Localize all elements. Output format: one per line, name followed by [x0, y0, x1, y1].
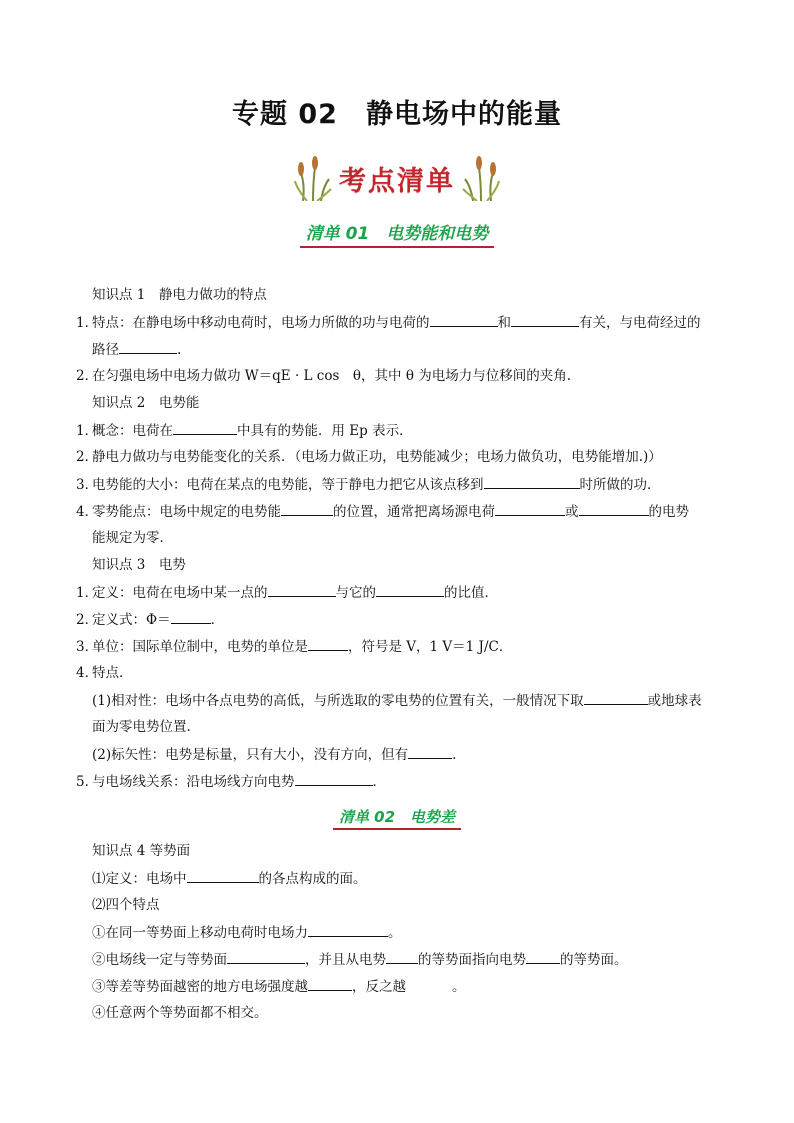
- fill-in-blank: [511, 312, 579, 327]
- list-item: [76, 582, 498, 603]
- list-number: 1．: [76, 423, 99, 439]
- fill-in-blank: [484, 474, 580, 489]
- text-segment: 的等势面指向电势: [418, 952, 526, 968]
- text-segment: 与电场线关系：沿电场线方向电势: [92, 774, 295, 790]
- fill-in-blank: [495, 501, 565, 516]
- text-segment: ①在同一等势面上移动电荷时电场力: [92, 925, 308, 941]
- text-segment: 。: [452, 979, 466, 995]
- cattail-right-icon: [461, 155, 501, 201]
- text-segment: 在匀强电场中电场力做功 W＝qE · L cos θ，其中 θ 为电场力与位移间的夹角.: [92, 368, 572, 384]
- text-segment: 或: [565, 504, 579, 520]
- text-segment: ，并且从电势: [305, 952, 386, 968]
- text-segment: 路径: [92, 342, 119, 358]
- list-item: [92, 922, 402, 943]
- text-segment: 电势能的大小：电荷在某点的电势能，等于静电力把它从该点移到: [92, 477, 484, 493]
- list-number: 2．: [76, 612, 99, 628]
- section-heading-1: 清单 01 电势能和电势: [0, 219, 794, 244]
- knowledge-heading: 知识点 4 等势面: [92, 843, 191, 859]
- fill-in-blank: [579, 501, 649, 516]
- sub-item: [92, 690, 702, 711]
- banner-title: 考点清单: [339, 165, 455, 197]
- fill-in-blank: [376, 582, 444, 597]
- fill-in-blank: [119, 339, 177, 354]
- fill-in-blank: [584, 690, 648, 705]
- list-item: [76, 636, 512, 657]
- text-segment: 的比值．: [444, 585, 498, 601]
- fill-in-blank: [227, 949, 305, 964]
- fill-in-blank: [430, 312, 498, 327]
- text-segment: 静电力做功与电势能变化的关系．（电场力做正功，电势能减少；电场力做负功，电势能增加.)）: [92, 449, 662, 465]
- text-segment: 定义式：Φ＝: [92, 612, 171, 628]
- fill-in-blank: [295, 771, 373, 786]
- banner: [0, 153, 794, 203]
- list-item-cont: 能规定为零．: [92, 530, 173, 546]
- text-segment: 的等势面。: [560, 952, 628, 968]
- fill-in-blank: [308, 922, 388, 937]
- text-segment: 单位：国际单位制中，电势的单位是: [92, 639, 308, 655]
- list-item: [92, 976, 466, 997]
- list-item: [76, 474, 661, 495]
- text-segment: ．: [210, 612, 225, 628]
- list-number: 4．: [76, 665, 99, 681]
- fill-in-blank: [173, 420, 237, 435]
- list-item: [76, 447, 662, 467]
- text-segment: 与它的: [335, 585, 376, 601]
- sub-item-cont: 面为零电势位置.: [92, 719, 191, 735]
- list-item: ④任意两个等势面都不相交。: [92, 1005, 268, 1021]
- text-segment: (2)标矢性：电势是标量，只有大小，没有方向，但有: [92, 747, 409, 763]
- fill-in-blank: [281, 501, 333, 516]
- list-item-cont: [92, 339, 181, 360]
- list-number: 5．: [76, 774, 99, 790]
- fill-in-blank: [171, 609, 211, 624]
- fill-in-blank: [268, 582, 336, 597]
- fill-in-blank: [408, 744, 452, 759]
- text-segment: ②电场线一定与等势面: [92, 952, 227, 968]
- fill-in-blank: [308, 976, 352, 991]
- text-segment: .: [452, 747, 457, 763]
- list-item: [76, 663, 133, 683]
- list-item: ⑵四个特点: [92, 897, 160, 913]
- list-item: [76, 366, 571, 386]
- page-title: 专题 02 静电场中的能量: [232, 99, 562, 130]
- text-segment: (1)相对性：电场中各点电势的高低，与所选取的零电势的位置有关，一般情况下取: [92, 693, 584, 709]
- section-heading-2: 清单 02 电势差: [0, 806, 794, 827]
- knowledge-heading: 知识点 2 电势能: [92, 395, 200, 411]
- text-segment: 的电势: [648, 504, 689, 520]
- text-segment: ，符号是 V，1 V＝1 J/C．: [348, 639, 513, 655]
- list-item: [92, 868, 367, 889]
- list-item: [76, 312, 701, 333]
- text-segment: 零势能点：电场中规定的电势能: [92, 504, 281, 520]
- list-item: [76, 771, 386, 792]
- fill-in-blank: [386, 949, 418, 964]
- list-number: 2．: [76, 368, 99, 384]
- text-segment: ⑴定义：电场中: [92, 871, 187, 887]
- knowledge-heading: 知识点 1 静电力做功的特点: [92, 287, 267, 303]
- list-item: [76, 420, 413, 441]
- knowledge-heading: 知识点 3 电势: [92, 557, 186, 573]
- fill-in-blank: [526, 949, 560, 964]
- text-segment: 特点．: [92, 665, 133, 681]
- text-segment: 的位置，通常把离场源电荷: [333, 504, 495, 520]
- text-segment: 特点：在静电场中移动电荷时，电场力所做的功与电荷的: [92, 315, 430, 331]
- text-segment: 。: [388, 925, 402, 941]
- text-segment: ．: [372, 774, 386, 790]
- list-number: 2．: [76, 449, 99, 465]
- list-item: [76, 609, 224, 630]
- text-segment: 中具有的势能．用 Ep 表示．: [237, 423, 413, 439]
- text-segment: 的各点构成的面。: [258, 871, 367, 887]
- list-number: 1．: [76, 585, 99, 601]
- text-segment: 或地球表: [647, 693, 702, 709]
- text-segment: 定义：电荷在电场中某一点的: [92, 585, 268, 601]
- text-segment: ，反之越: [352, 979, 406, 995]
- list-number: 4．: [76, 504, 99, 520]
- fill-in-blank: [308, 636, 348, 651]
- cattail-left-icon: [293, 155, 333, 201]
- text-segment: 和: [497, 315, 511, 331]
- list-item: [76, 501, 689, 522]
- text-segment: 有关，与电荷经过的: [579, 315, 701, 331]
- text-segment: 概念：电荷在: [92, 423, 173, 439]
- list-item: [92, 949, 628, 970]
- text-segment: .: [177, 342, 182, 358]
- list-number: 1．: [76, 315, 99, 331]
- list-number: 3．: [76, 477, 99, 493]
- sub-item: [92, 744, 456, 765]
- list-number: 3．: [76, 639, 99, 655]
- text-segment: ③等差等势面越密的地方电场强度越: [92, 979, 308, 995]
- text-segment: 时所做的功．: [579, 477, 661, 493]
- fill-in-blank: [187, 868, 259, 883]
